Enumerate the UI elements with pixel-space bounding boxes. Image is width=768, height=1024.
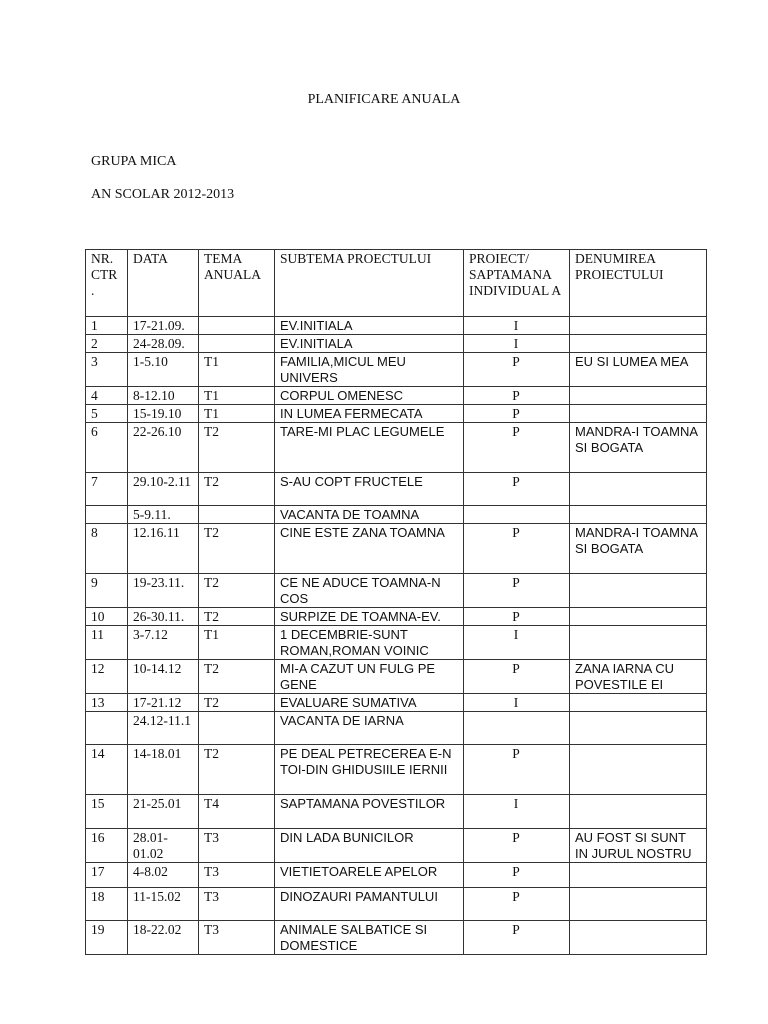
table-row [86,574,707,608]
table-cell: FAMILIA,MICUL MEU UNIVERS [275,353,464,387]
table-cell: NR. CTR . [86,250,128,317]
table-cell: 17-21.09. [128,317,199,335]
table-row [86,694,707,712]
table-cell: 4-8.02 [128,863,199,888]
table-cell: IN LUMEA FERMECATA [275,405,464,423]
table-cell: 18-22.02 [128,921,199,955]
table-cell: MI-A CAZUT UN FULG PE GENE [275,660,464,694]
table-cell: PE DEAL PETRECEREA E-N TOI-DIN GHIDUSIILE IERNII [275,745,464,795]
table-cell: PROIECT/ SAPTAMANA INDIVIDUAL A [464,250,570,317]
table-cell: 1-5.10 [128,353,199,387]
table-cell: TARE-MI PLAC LEGUMELE [275,423,464,473]
table-header-row [86,250,707,317]
table-cell: 5 [86,405,128,423]
table-cell: P [464,405,570,423]
planning-table [85,249,707,955]
table-cell: ZANA IARNA CU POVESTILE EI [570,660,707,694]
table-cell: I [464,694,570,712]
table-row [86,660,707,694]
table-cell: 29.10-2.11 [128,473,199,506]
table-row [86,829,707,863]
table-cell: P [464,660,570,694]
table-cell: T2 [199,574,275,608]
table-row [86,506,707,524]
table-cell: P [464,353,570,387]
table-cell [570,506,707,524]
table-row [86,863,707,888]
table-cell: T3 [199,829,275,863]
table-cell [570,473,707,506]
table-cell [199,335,275,353]
table-cell: 11-15.02 [128,888,199,921]
table-row [86,626,707,660]
table-cell: P [464,863,570,888]
table-cell: T2 [199,524,275,574]
table-cell: TEMA ANUALA [199,250,275,317]
table-cell [570,574,707,608]
table-cell: P [464,473,570,506]
table-cell: T2 [199,694,275,712]
table-cell: P [464,387,570,405]
table-cell: T1 [199,405,275,423]
table-cell: 11 [86,626,128,660]
table-cell: 15 [86,795,128,829]
table-cell [570,795,707,829]
table-cell: T2 [199,608,275,626]
table-cell [464,712,570,745]
table-cell: 9 [86,574,128,608]
table-cell [570,712,707,745]
table-cell: CE NE ADUCE TOAMNA-N COS [275,574,464,608]
table-cell [570,608,707,626]
table-cell [86,506,128,524]
table-cell: 3-7.12 [128,626,199,660]
table-row [86,317,707,335]
table-row [86,524,707,574]
table-cell: 12 [86,660,128,694]
table-cell: I [464,317,570,335]
table-cell: 22-26.10 [128,423,199,473]
table-row [86,387,707,405]
table-cell: S-AU COPT FRUCTELE [275,473,464,506]
table-cell: 10 [86,608,128,626]
table-cell: CORPUL OMENESC [275,387,464,405]
table-row [86,473,707,506]
table-cell: 8 [86,524,128,574]
table-cell: EU SI LUMEA MEA [570,353,707,387]
table-cell [199,506,275,524]
table-cell: 21-25.01 [128,795,199,829]
table-cell: DATA [128,250,199,317]
table-cell: P [464,524,570,574]
table-cell: 17-21.12 [128,694,199,712]
table-cell: 13 [86,694,128,712]
table-cell: 24-28.09. [128,335,199,353]
table-cell [199,317,275,335]
table-cell [570,405,707,423]
table-cell: VIETIETOARELE APELOR [275,863,464,888]
table-cell: T2 [199,473,275,506]
table-cell: 14 [86,745,128,795]
table-cell: I [464,795,570,829]
table-cell [464,506,570,524]
table-cell: DINOZAURI PAMANTULUI [275,888,464,921]
table-cell: 15-19.10 [128,405,199,423]
table-cell: 1 [86,317,128,335]
table-cell: 18 [86,888,128,921]
table-row [86,921,707,955]
table-cell: SAPTAMANA POVESTILOR [275,795,464,829]
table-cell: T1 [199,387,275,405]
table-cell: 24.12-11.1 [128,712,199,745]
table-cell [570,863,707,888]
table-cell [570,626,707,660]
table-cell: DENUMIREA PROIECTULUI [570,250,707,317]
table-cell [570,694,707,712]
table-cell: MANDRA-I TOAMNA SI BOGATA [570,524,707,574]
table-cell: T4 [199,795,275,829]
table-cell: P [464,608,570,626]
table-cell [86,712,128,745]
table-row [86,335,707,353]
table-cell: T1 [199,626,275,660]
table-cell: 4 [86,387,128,405]
table-cell: P [464,574,570,608]
table-cell [570,888,707,921]
table-cell [570,387,707,405]
table-cell: P [464,829,570,863]
table-cell: 19 [86,921,128,955]
table-cell: I [464,335,570,353]
table-row [86,405,707,423]
table-cell: 6 [86,423,128,473]
table-cell [199,712,275,745]
table-cell: 5-9.11. [128,506,199,524]
table-cell: T2 [199,660,275,694]
group-label: GRUPA MICA [91,154,177,169]
table-cell: P [464,888,570,921]
table-cell: 1 DECEMBRIE-SUNT ROMAN,ROMAN VOINIC [275,626,464,660]
page-title: PLANIFICARE ANUALA [307,92,461,107]
table-cell: VACANTA DE TOAMNA [275,506,464,524]
table-cell [570,335,707,353]
table-row [86,712,707,745]
table-cell: EVALUARE SUMATIVA [275,694,464,712]
table-cell: 3 [86,353,128,387]
table-cell [570,921,707,955]
table-cell: 12.16.11 [128,524,199,574]
table-cell: AU FOST SI SUNT IN JURUL NOSTRU [570,829,707,863]
table-cell: I [464,626,570,660]
table-cell: 19-23.11. [128,574,199,608]
table-cell: MANDRA-I TOAMNA SI BOGATA [570,423,707,473]
table-cell: T1 [199,353,275,387]
table-cell: DIN LADA BUNICILOR [275,829,464,863]
table-cell: P [464,745,570,795]
table-cell: EV.INITIALA [275,335,464,353]
table-cell: 7 [86,473,128,506]
table-cell [570,745,707,795]
table-cell [570,317,707,335]
table-row [86,423,707,473]
table-cell: T2 [199,745,275,795]
table-row [86,608,707,626]
table-cell: SUBTEMA PROECTULUI [275,250,464,317]
table-cell: 8-12.10 [128,387,199,405]
table-cell: CINE ESTE ZANA TOAMNA [275,524,464,574]
table-cell: 17 [86,863,128,888]
table-row [86,795,707,829]
table-cell: ANIMALE SALBATICE SI DOMESTICE [275,921,464,955]
table-cell: EV.INITIALA [275,317,464,335]
table-cell: SURPIZE DE TOAMNA-EV. [275,608,464,626]
table-row [86,353,707,387]
table-row [86,745,707,795]
table-cell: 10-14.12 [128,660,199,694]
table-cell: T3 [199,888,275,921]
table-row [86,888,707,921]
school-year-label: AN SCOLAR 2012-2013 [91,187,235,202]
table-cell: VACANTA DE IARNA [275,712,464,745]
table-cell: 26-30.11. [128,608,199,626]
table-cell: 16 [86,829,128,863]
table-cell: P [464,921,570,955]
table-cell: 28.01-01.02 [128,829,199,863]
table-cell: T3 [199,921,275,955]
table-cell: 2 [86,335,128,353]
table-cell: P [464,423,570,473]
table-cell: T2 [199,423,275,473]
table-cell: 14-18.01 [128,745,199,795]
table-cell: T3 [199,863,275,888]
